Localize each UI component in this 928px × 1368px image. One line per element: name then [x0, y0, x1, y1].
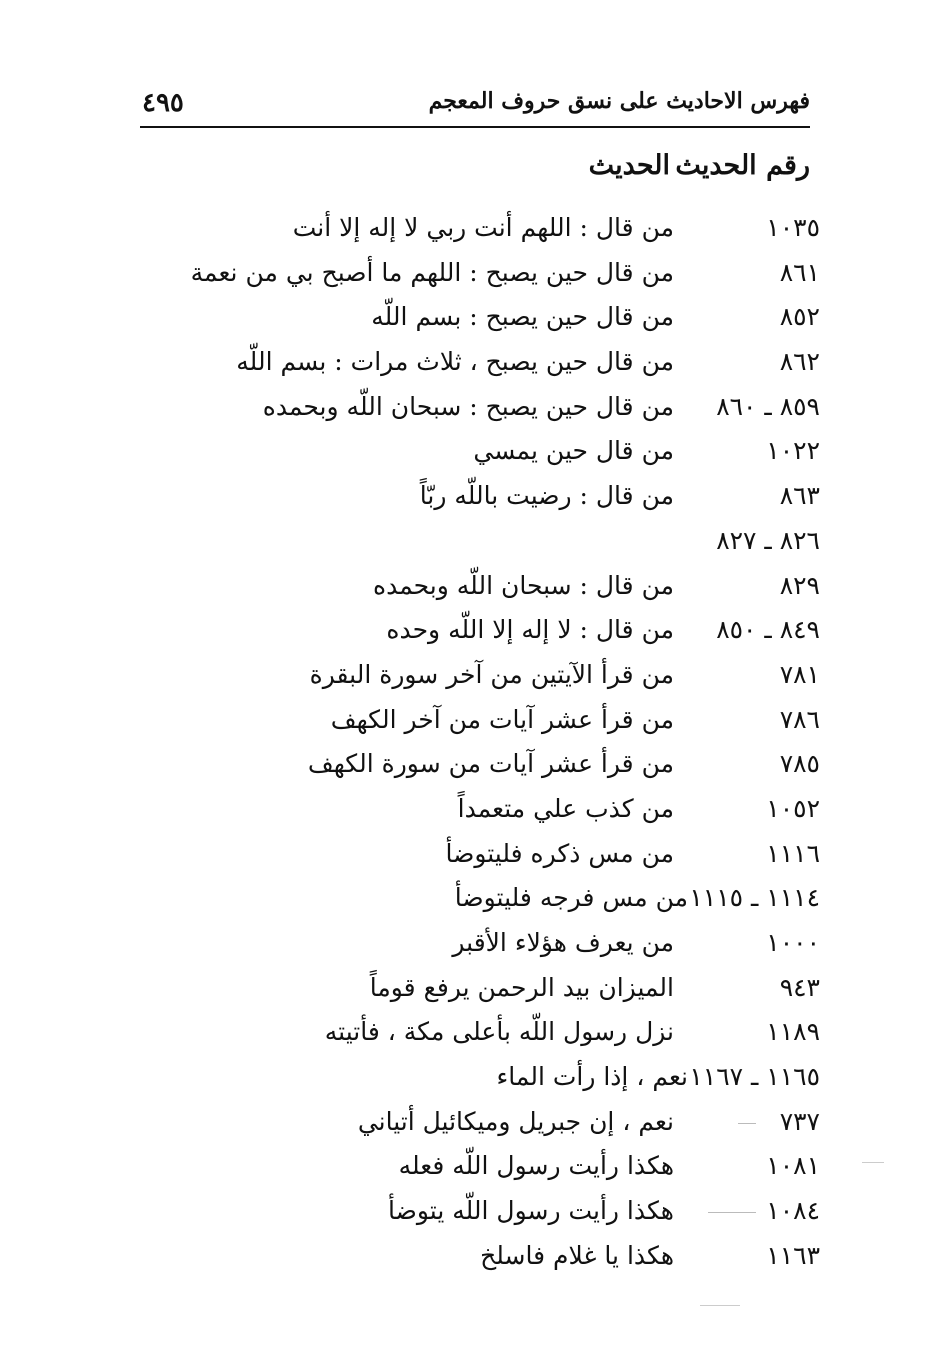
hadith-text: من قال : لا إله إلا اللّه وحده	[386, 615, 674, 645]
index-entry	[200, 296, 820, 341]
hadith-text: من مس فرجه فليتوضأ	[454, 883, 688, 913]
hadith-number: ٨٢٦ ـ ٨٢٧	[716, 525, 820, 555]
index-entry	[200, 1145, 820, 1190]
hadith-number: ٨٤٩ ـ ٨٥٠	[716, 615, 820, 645]
margin-mark	[700, 1305, 740, 1306]
hadith-text: من قال : اللهم أنت ربي لا إله إلا أنت	[292, 213, 674, 242]
hadith-number: ١٠٨١	[766, 1151, 820, 1181]
index-entry	[200, 386, 820, 431]
index-entry	[200, 1235, 820, 1280]
hadith-text: من قرأ الآيتين من آخر سورة البقرة	[309, 659, 674, 689]
dash-mark	[738, 1123, 756, 1124]
hadith-number: ١١٨٩	[766, 1017, 820, 1047]
hadith-number: ٧٨٥	[779, 749, 820, 779]
index-entry	[200, 922, 820, 967]
hadith-number: ٨٥٢	[779, 302, 820, 332]
index-entry	[200, 654, 820, 699]
column-headers	[560, 150, 810, 190]
index-entry	[200, 967, 820, 1012]
hadith-text: الميزان بيد الرحمن يرفع قوماً	[369, 972, 674, 1002]
index-entry	[200, 699, 820, 744]
hadith-text: نزل رسول اللّه بأعلى مكة ، فأتيته	[324, 1017, 674, 1047]
index-entry	[200, 1056, 820, 1101]
index-entry	[200, 743, 820, 788]
column-header-hadith: الحديث	[588, 150, 670, 181]
hadith-text: من مس ذكره فليتوضأ	[445, 838, 674, 868]
page-number: ٤٩٥	[142, 88, 184, 118]
index-entry	[200, 520, 820, 565]
hadith-number: ٧٣٧	[779, 1106, 820, 1136]
hadith-number: ١٠٨٤	[766, 1196, 820, 1226]
margin-mark	[862, 1162, 884, 1163]
hadith-text: من قال : سبحان اللّه وبحمده	[372, 570, 674, 600]
hadith-number: ١١٦٣	[766, 1240, 820, 1270]
running-header	[140, 86, 810, 128]
hadith-number: ٨٢٩	[779, 570, 820, 600]
hadith-text: نعم ، إن جبريل وميكائيل أتياني	[357, 1106, 674, 1136]
hadith-number: ١١١٤ ـ ١١١٥	[689, 883, 820, 913]
index-entry	[200, 430, 820, 475]
hadith-number: ٩٤٣	[779, 972, 820, 1002]
hadith-text: من يعرف هؤلاء الأقبر	[452, 928, 674, 957]
dash-mark	[708, 1212, 756, 1213]
hadith-number: ١١٦٥ ـ ١١٦٧	[689, 1062, 820, 1092]
hadith-text: من قال حين يمسي	[473, 436, 674, 466]
index-entry	[200, 1011, 820, 1056]
hadith-text: من قال حين يصبح : سبحان اللّه وبحمده	[262, 391, 674, 421]
index-entry	[200, 609, 820, 654]
hadith-text: من قال حين يصبح : بسم اللّه	[371, 302, 674, 332]
index-entry	[200, 1190, 820, 1235]
hadith-number: ١٠٣٥	[766, 213, 820, 242]
index-entry	[200, 207, 820, 252]
hadith-number: ٨٦١	[779, 257, 820, 287]
index-entry	[200, 565, 820, 610]
hadith-text: من قال حين يصبح ، ثلاث مرات : بسم اللّه	[236, 347, 674, 377]
index-entry	[200, 833, 820, 878]
hadith-text: من قال : رضيت باللّه ربّاً	[419, 481, 674, 511]
index-entry	[200, 788, 820, 833]
hadith-text: من قال حين يصبح : اللهم ما أصبح بي من نعمة	[190, 257, 674, 287]
hadith-number: ١٠٥٢	[766, 793, 820, 823]
hadith-text: هكذا يا غلام فاسلخ	[480, 1240, 674, 1270]
hadith-number: ١١١٦	[766, 838, 820, 868]
hadith-text: هكذا رأيت رسول اللّه يتوضأ	[388, 1196, 674, 1226]
index-entry	[200, 1101, 820, 1146]
hadith-number: ٧٨١	[779, 659, 820, 689]
index-entry	[190, 252, 820, 297]
hadith-text: هكذا رأيت رسول اللّه فعله	[398, 1151, 674, 1181]
hadith-text: نعم ، إذا رأت الماء	[496, 1062, 688, 1092]
index-entry	[200, 341, 820, 386]
hadith-number: ٨٦٢	[779, 347, 820, 377]
hadith-text: من كذب علي متعمداً	[457, 793, 674, 823]
hadith-number: ٨٦٣	[779, 481, 820, 511]
hadith-text: من قرأ عشر آيات من آخر الكهف	[330, 704, 674, 734]
index-entry	[200, 475, 820, 520]
hadith-number: ١٠٢٢	[766, 436, 820, 466]
hadith-index-list	[190, 207, 820, 1280]
column-header-number: رقم الحديث	[675, 150, 810, 181]
hadith-text: من قرأ عشر آيات من سورة الكهف	[307, 749, 674, 779]
hadith-number: ٧٨٦	[779, 704, 820, 734]
index-entry	[200, 877, 820, 922]
hadith-number: ٨٥٩ ـ ٨٦٠	[716, 391, 820, 421]
running-title: فهرس الاحاديث على نسق حروف المعجم	[428, 88, 810, 114]
hadith-number: ١٠٠٠	[766, 928, 820, 957]
